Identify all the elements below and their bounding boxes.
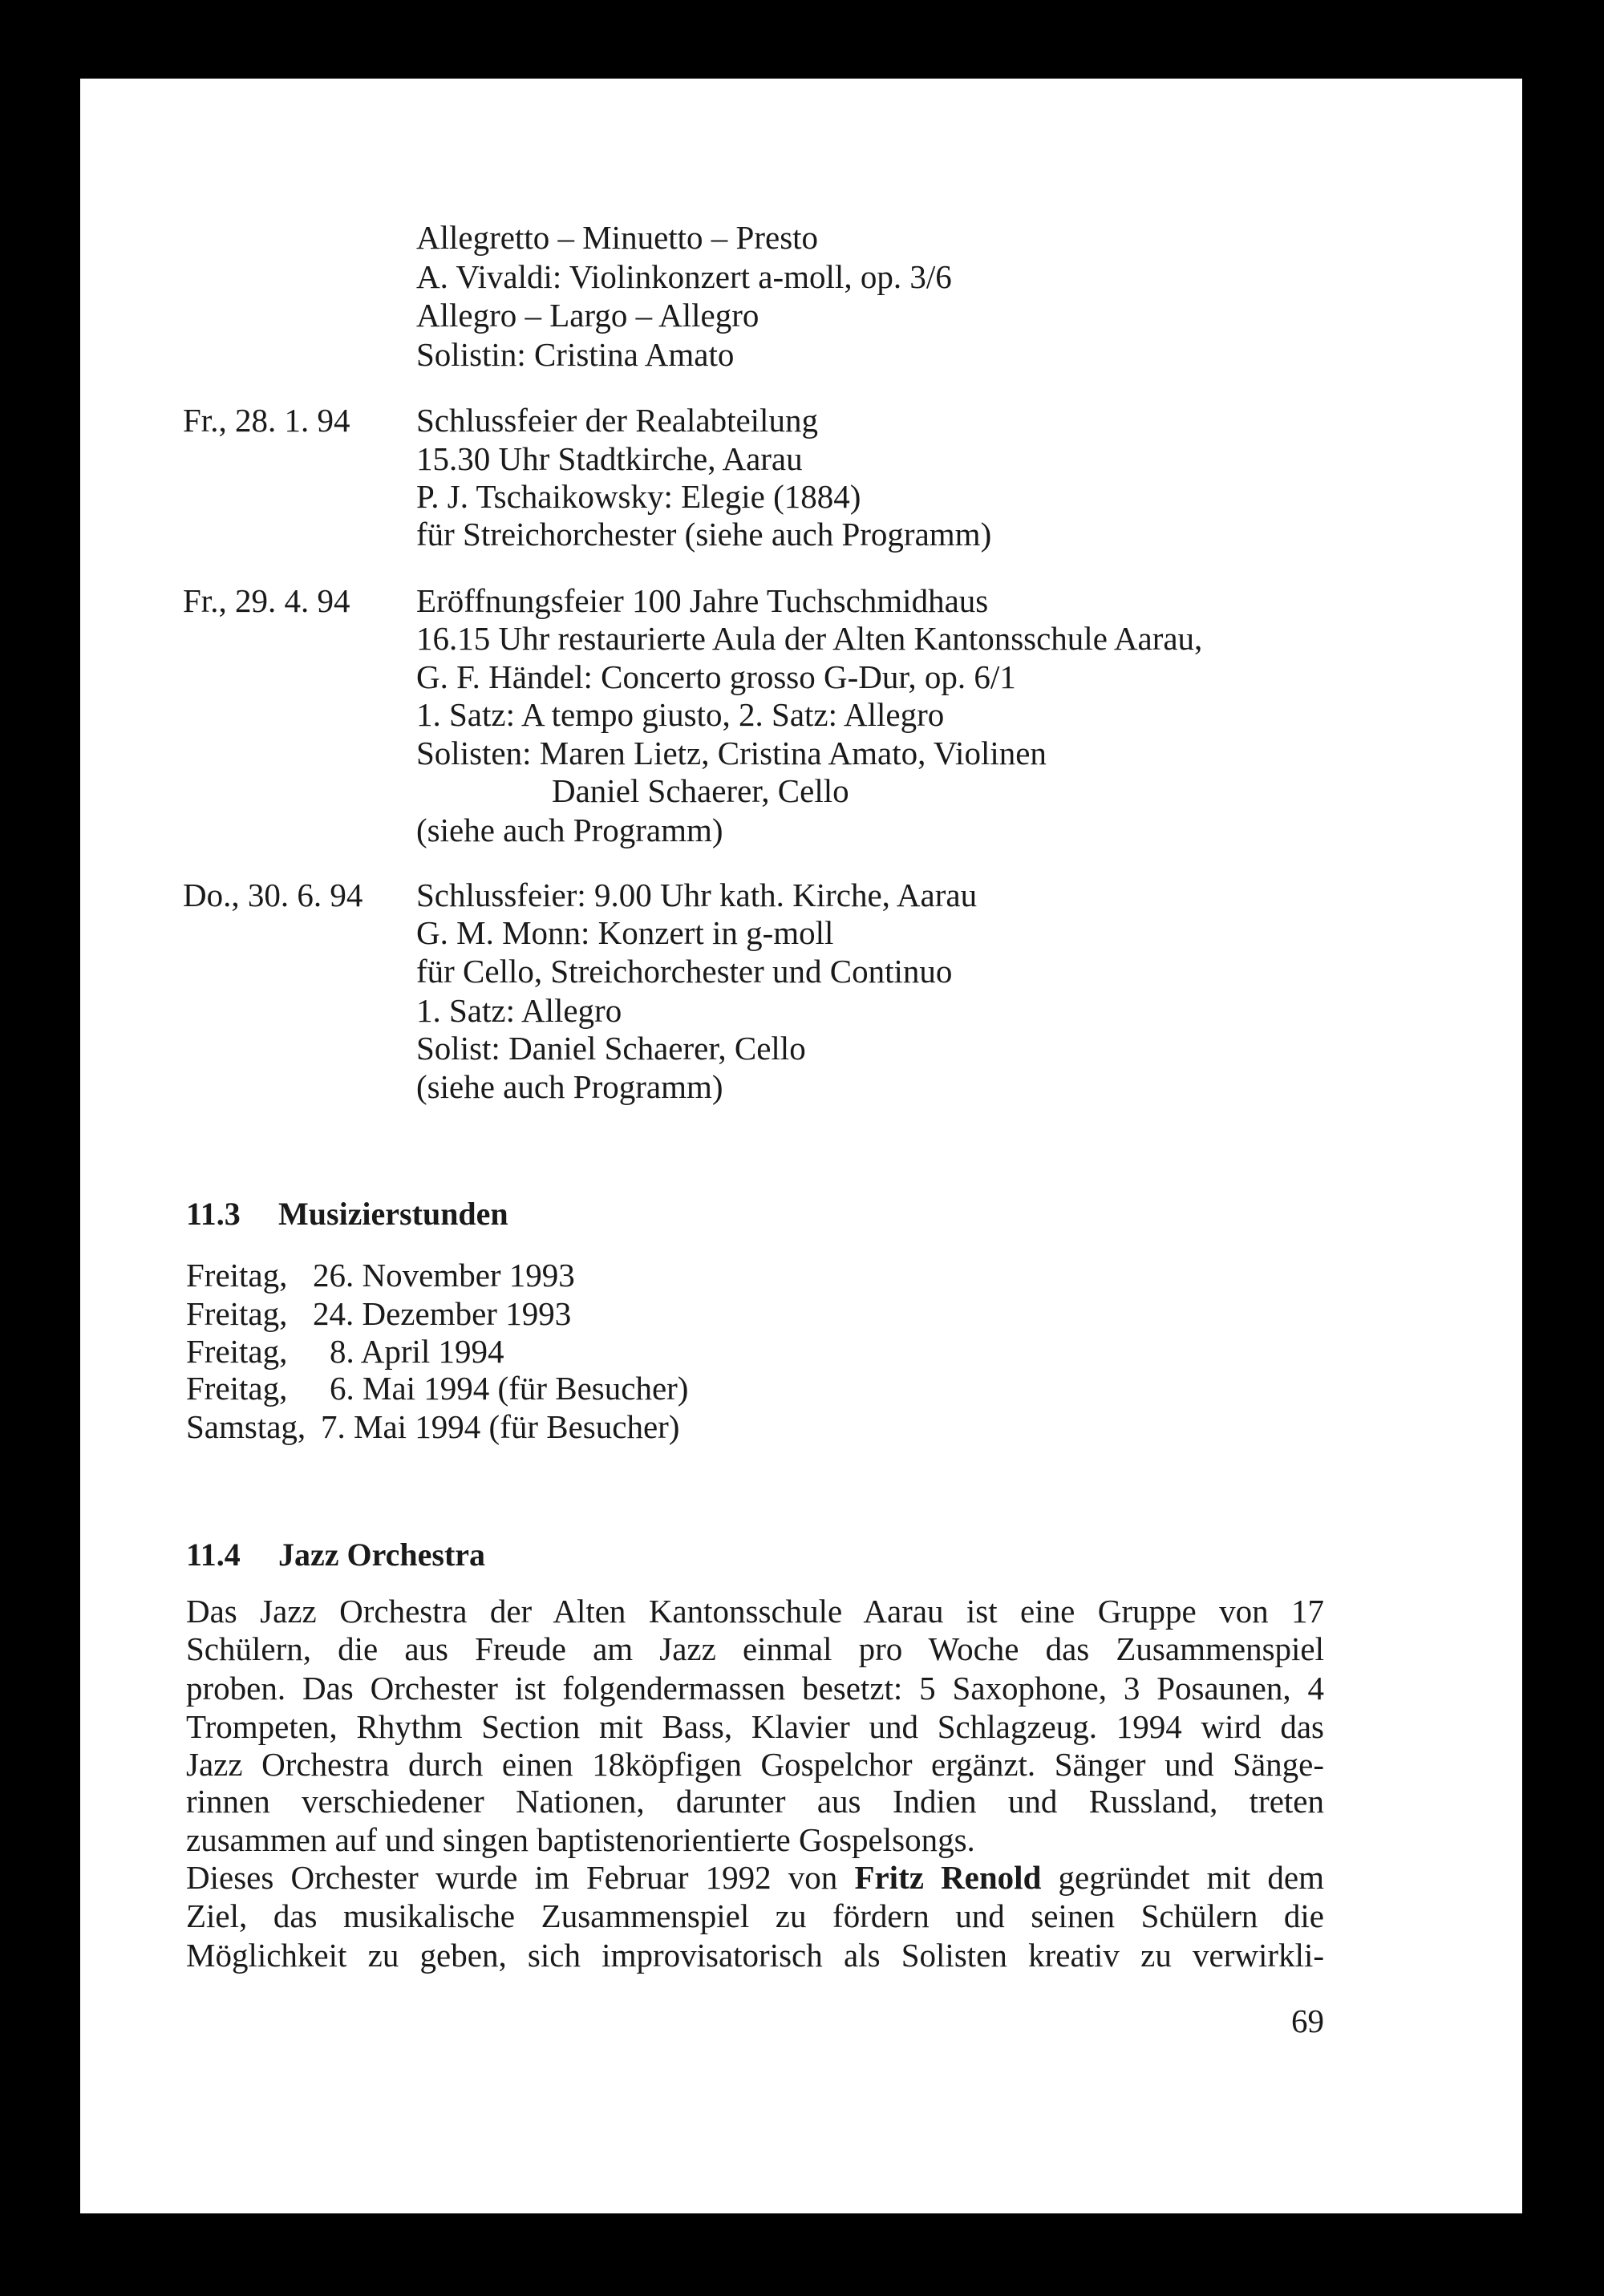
- program-line: 16.15 Uhr restaurierte Aula der Alten Kantonsschule Aarau,: [416, 620, 1203, 657]
- program-line: 15.30 Uhr Stadtkirche, Aarau: [416, 440, 803, 477]
- program-line: für Cello, Streichorchester und Continuo: [416, 953, 953, 990]
- list-date: 8. April 1994: [330, 1333, 504, 1370]
- paragraph-line: Möglichkeit zu geben, sich improvisatorisch als Solisten kreativ zu verwirkli-: [186, 1937, 1324, 1974]
- list-date: 6. Mai 1994 (für Besucher): [330, 1370, 689, 1407]
- program-line: Solist: Daniel Schaerer, Cello: [416, 1030, 806, 1067]
- list-date: 24. Dezember 1993: [313, 1295, 572, 1332]
- program-line: Schlussfeier: 9.00 Uhr kath. Kirche, Aarau: [416, 877, 978, 913]
- program-line: Daniel Schaerer, Cello: [552, 772, 849, 809]
- document-page: [80, 79, 1522, 2213]
- list-date: 7. Mai 1994 (für Besucher): [321, 1408, 680, 1445]
- section-number: 11.4: [186, 1537, 241, 1573]
- list-day: Freitag,: [186, 1333, 288, 1370]
- paragraph-line: Das Jazz Orchestra der Alten Kantonsschule Aarau ist eine Gruppe von 17: [186, 1593, 1324, 1630]
- program-line: für Streichorchester (siehe auch Programm): [416, 516, 992, 553]
- event-date: Fr., 28. 1. 94: [183, 402, 350, 439]
- paragraph-line: Ziel, das musikalische Zusammenspiel zu fördern und seinen Schülern die: [186, 1897, 1324, 1934]
- paragraph-line: proben. Das Orchester ist folgendermassen besetzt: 5 Saxophone, 3 Posaunen, 4: [186, 1670, 1324, 1707]
- list-date: 26. November 1993: [313, 1257, 575, 1294]
- program-line: (siehe auch Programm): [416, 1068, 723, 1105]
- section-title: Jazz Orchestra: [278, 1537, 486, 1573]
- text-run: gegründet mit dem: [1058, 1859, 1325, 1896]
- list-day: Freitag,: [186, 1295, 288, 1332]
- program-line: 1. Satz: A tempo giusto, 2. Satz: Allegro: [416, 696, 945, 733]
- paragraph-line: Jazz Orchestra durch einen 18köpfigen Gospelchor ergänzt. Sänger und Sänge-: [186, 1746, 1324, 1783]
- program-line: Allegro – Largo – Allegro: [416, 297, 759, 334]
- person-name-bold: Fritz Renold: [854, 1859, 1042, 1896]
- section-title: Musizierstunden: [278, 1196, 508, 1232]
- text-run: Dieses Orchester wurde im Februar 1992 von: [186, 1859, 838, 1896]
- program-line: Eröffnungsfeier 100 Jahre Tuchschmidhaus: [416, 582, 989, 619]
- paragraph-line: zusammen auf und singen baptistenorientierte Gospelsongs.: [186, 1821, 975, 1858]
- program-line: Schlussfeier der Realabteilung: [416, 402, 818, 439]
- program-line: A. Vivaldi: Violinkonzert a-moll, op. 3/6: [416, 258, 952, 295]
- program-line: Solistin: Cristina Amato: [416, 336, 735, 373]
- program-line: (siehe auch Programm): [416, 812, 723, 848]
- event-date: Do., 30. 6. 94: [183, 877, 363, 913]
- paragraph-line: Schülern, die aus Freude am Jazz einmal pro Woche das Zusammenspiel: [186, 1630, 1324, 1667]
- program-line: G. M. Monn: Konzert in g-moll: [416, 914, 834, 951]
- section-number: 11.3: [186, 1196, 241, 1232]
- event-date: Fr., 29. 4. 94: [183, 582, 350, 619]
- program-line: G. F. Händel: Concerto grosso G-Dur, op. 6/1: [416, 658, 1016, 695]
- page-number: 69: [1291, 2002, 1324, 2039]
- paragraph-line: [186, 1858, 1324, 1897]
- program-line: P. J. Tschaikowsky: Elegie (1884): [416, 478, 861, 515]
- list-day: Freitag,: [186, 1257, 288, 1294]
- list-day: Samstag,: [186, 1408, 306, 1445]
- program-line: Solisten: Maren Lietz, Cristina Amato, Violinen: [416, 735, 1047, 771]
- program-line: Allegretto – Minuetto – Presto: [416, 219, 819, 256]
- paragraph-line: rinnen verschiedener Nationen, darunter aus Indien und Russland, treten: [186, 1783, 1324, 1820]
- paragraph-line: Trompeten, Rhythm Section mit Bass, Klavier und Schlagzeug. 1994 wird das: [186, 1708, 1324, 1745]
- list-day: Freitag,: [186, 1370, 288, 1407]
- program-line: 1. Satz: Allegro: [416, 992, 622, 1029]
